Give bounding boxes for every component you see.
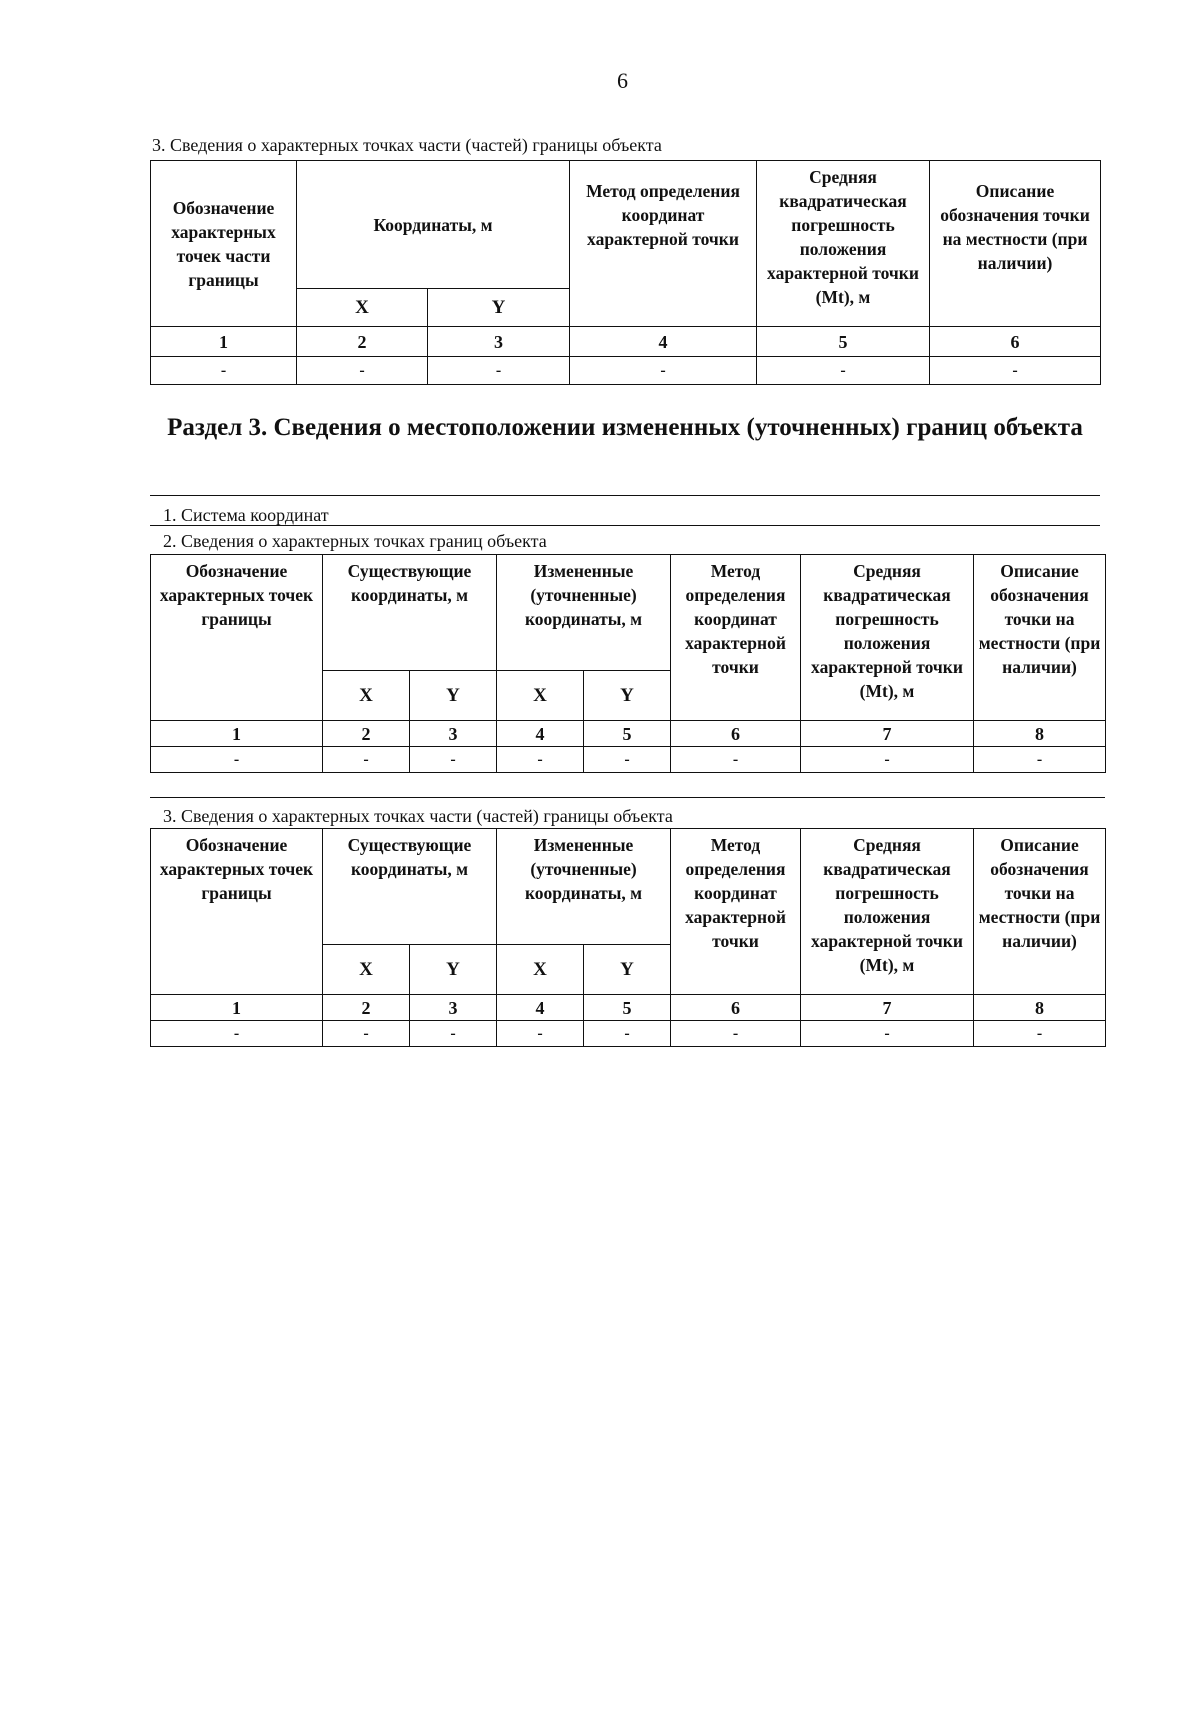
column-number: 2 [323,995,410,1021]
column-number: 8 [974,995,1106,1021]
table3-header-existing-x: X [323,945,410,995]
table1-header-error: Средняя квадратическая погрешность положения характерной точки (Mt), м [757,161,930,327]
table-cell: - [151,357,297,385]
table-cell: - [570,357,757,385]
table-cell: - [410,1021,497,1047]
table-cell: - [671,1021,801,1047]
table2-header-point: Обозначение характерных точек границы [151,555,323,721]
table-cell: - [584,747,671,773]
table2-header-changed-x: X [497,671,584,721]
table1 [150,160,1101,385]
table1-header-description: Описание обозначения точки на местности (при наличии) [930,161,1101,327]
table-row [151,1021,1106,1047]
column-number: 3 [428,327,570,357]
table3-header-error: Средняя квадратическая погрешность положения характерной точки (Mt), м [801,829,974,995]
table2-header-existing-y: Y [410,671,497,721]
table-cell: - [497,1021,584,1047]
table3 [150,828,1106,1047]
coord-system-underline [150,525,1100,526]
table-cell: - [974,747,1106,773]
section-title: Раздел 3. Сведения о местоположении измененных (уточненных) границ объекта [167,414,1083,441]
table-cell: - [410,747,497,773]
table-cell: - [428,357,570,385]
table-cell: - [297,357,428,385]
table1-header-x: X [297,289,428,327]
table-cell: - [930,357,1101,385]
coord-system-label: 1. Система координат [163,505,329,525]
column-number: 4 [497,995,584,1021]
table1-header-y: Y [428,289,570,327]
table2-caption: 2. Сведения о характерных точках границ объекта [163,531,547,551]
column-number: 5 [584,995,671,1021]
column-number: 1 [151,327,297,357]
column-number: 7 [801,721,974,747]
column-number: 3 [410,995,497,1021]
table-cell: - [323,1021,410,1047]
column-number: 3 [410,721,497,747]
page-number: 6 [617,68,628,93]
table-cell: - [151,1021,323,1047]
table3-top-line [150,797,1105,798]
table-cell: - [497,747,584,773]
table2-header-existing-x: X [323,671,410,721]
table1-header-method: Метод определения координат характерной точки [570,161,757,327]
table-cell: - [584,1021,671,1047]
column-number: 1 [151,995,323,1021]
column-number: 2 [297,327,428,357]
table2 [150,554,1106,773]
column-number: 5 [584,721,671,747]
table2-header-description: Описание обозначения точки на местности (при наличии) [974,555,1106,721]
table3-header-changed-y: Y [584,945,671,995]
table-row [151,357,1101,385]
table3-header-method: Метод определения координат характерной точки [671,829,801,995]
table1-header-point: Обозначение характерных точек части границы [151,161,297,327]
column-number: 1 [151,721,323,747]
table-cell: - [801,747,974,773]
table3-header-description: Описание обозначения точки на местности (при наличии) [974,829,1106,995]
table-cell: - [757,357,930,385]
column-number: 8 [974,721,1106,747]
column-number: 6 [671,995,801,1021]
table2-header-method: Метод определения координат характерной точки [671,555,801,721]
column-number: 4 [570,327,757,357]
table-cell: - [801,1021,974,1047]
column-number: 6 [671,721,801,747]
column-number: 6 [930,327,1101,357]
table2-header-changed-y: Y [584,671,671,721]
column-number: 7 [801,995,974,1021]
table2-header-error: Средняя квадратическая погрешность положения характерной точки (Mt), м [801,555,974,721]
table-row [151,747,1106,773]
table-cell: - [323,747,410,773]
table3-header-existing: Существующие координаты, м [323,829,497,945]
table3-header-existing-y: Y [410,945,497,995]
table3-header-point: Обозначение характерных точек границы [151,829,323,995]
table1-caption: 3. Сведения о характерных точках части (частей) границы объекта [152,135,662,155]
table-cell: - [974,1021,1106,1047]
table-cell: - [671,747,801,773]
table1-header-coords: Координаты, м [297,161,570,289]
column-number: 5 [757,327,930,357]
table3-header-changed: Измененные (уточненные) координаты, м [497,829,671,945]
table-cell: - [151,747,323,773]
table2-header-changed: Измененные (уточненные) координаты, м [497,555,671,671]
table3-caption: 3. Сведения о характерных точках части (частей) границы объекта [163,806,673,826]
coord-system-top-line [150,495,1100,496]
table2-header-existing: Существующие координаты, м [323,555,497,671]
table3-header-changed-x: X [497,945,584,995]
column-number: 4 [497,721,584,747]
column-number: 2 [323,721,410,747]
